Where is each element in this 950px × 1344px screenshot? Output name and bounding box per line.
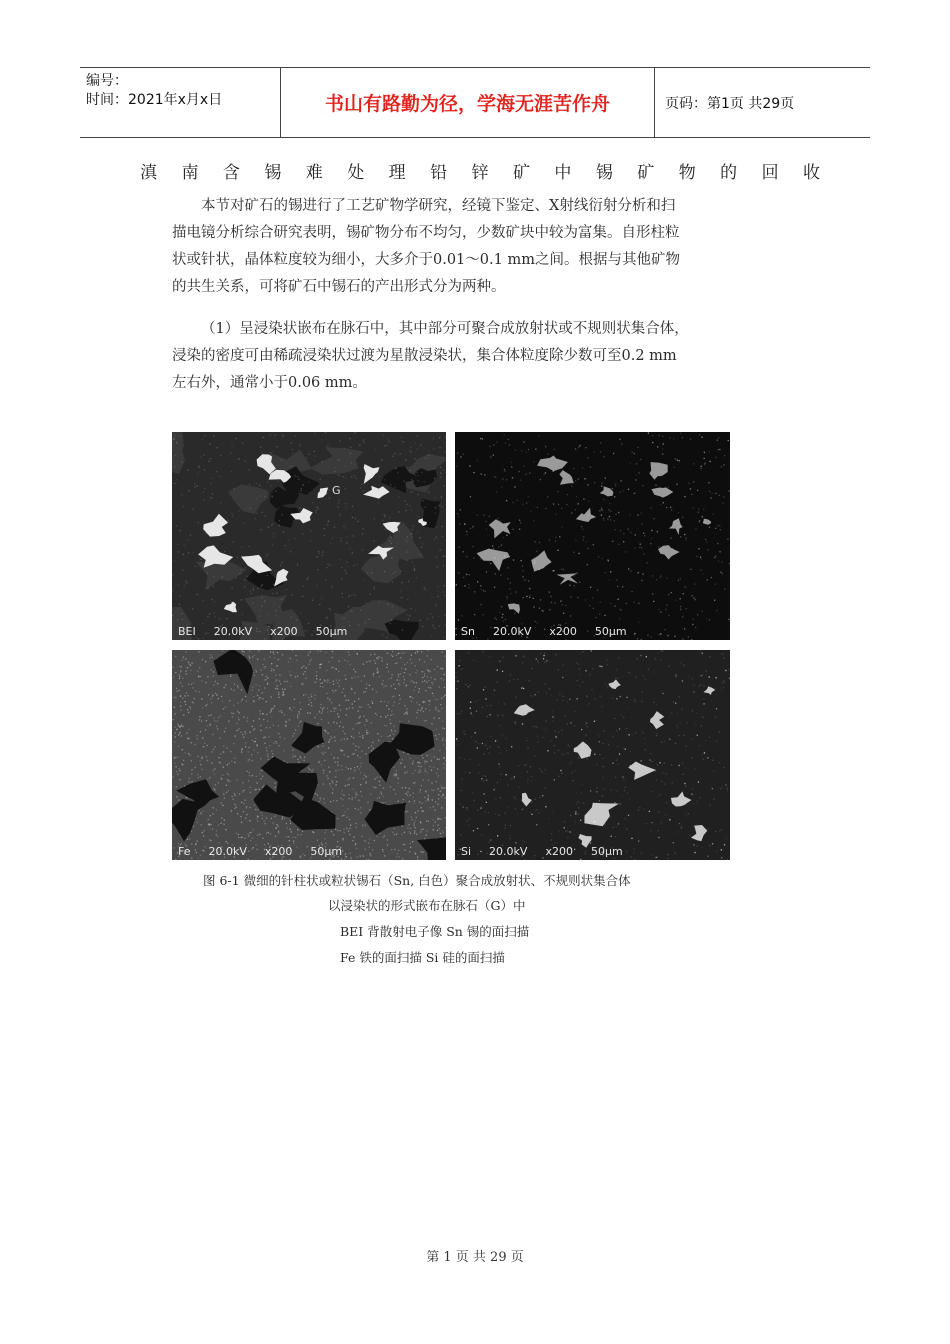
sem-panel-bei bbox=[172, 432, 446, 640]
paragraph-line: 状或针状，晶体粒度较为细小，大多介于0.01～0.1 mm之间。根据与其他矿物 bbox=[172, 252, 680, 268]
title-char: 处 bbox=[347, 163, 365, 183]
page-footer: 第 1 页 共 29 页 bbox=[426, 1250, 524, 1265]
sem-texture bbox=[455, 650, 730, 860]
panel-label: Sn 20.0kV x200 50μm bbox=[461, 625, 627, 638]
sem-texture bbox=[172, 650, 446, 860]
page-label: 页码：第1页 共29页 bbox=[665, 95, 795, 112]
title-char: 的 bbox=[720, 163, 738, 183]
title-char: 锌 bbox=[471, 163, 489, 183]
paragraph-2 bbox=[172, 316, 732, 397]
document-title bbox=[140, 158, 820, 184]
title-char: 南 bbox=[181, 163, 199, 183]
title-char: 锡 bbox=[264, 163, 282, 183]
sem-texture bbox=[455, 432, 730, 640]
paragraph-line: 浸染的密度可由稀疏浸染状过渡为星散浸染状，集合体粒度除少数可至0.2 mm bbox=[172, 348, 677, 364]
paragraph-line: 左右外，通常小于0.06 mm。 bbox=[172, 375, 367, 391]
sem-panel-si bbox=[455, 650, 730, 860]
sem-panel-sn bbox=[455, 432, 730, 640]
number-label: 编号： bbox=[86, 73, 128, 89]
figure-caption-4: Fe 铁的面扫描 Si 硅的面扫描 bbox=[340, 950, 505, 965]
title-char: 理 bbox=[388, 163, 406, 183]
sem-texture bbox=[172, 432, 446, 640]
title-char: 滇 bbox=[140, 163, 157, 183]
title-char: 铅 bbox=[430, 163, 448, 183]
figure-caption-1: 图 6-1 微细的针柱状或粒状锡石（Sn, 白色）聚合成放射状、不规则状集合体 bbox=[203, 873, 631, 888]
header-motto: 书山有路勤为径，学海无涯苦作舟 bbox=[281, 68, 655, 137]
title-char: 收 bbox=[803, 163, 820, 183]
paragraph-line: 的共生关系，可将矿石中锡石的产出形式分为两种。 bbox=[172, 279, 506, 295]
title-char: 回 bbox=[761, 163, 779, 183]
grain-label: G bbox=[332, 484, 341, 497]
title-char: 中 bbox=[554, 163, 572, 183]
title-char: 含 bbox=[222, 163, 240, 183]
sem-figure bbox=[172, 432, 730, 860]
panel-label: BEI 20.0kV x200 50μm bbox=[178, 625, 348, 638]
title-char: 锡 bbox=[595, 163, 613, 183]
title-char: 物 bbox=[678, 163, 696, 183]
figure-caption-2: 以浸染状的形式嵌布在脉石（G）中 bbox=[328, 898, 526, 913]
panel-label: Si 20.0kV x200 50μm bbox=[461, 845, 623, 858]
header-meta bbox=[80, 68, 281, 137]
paragraph-line: （1）呈浸染状嵌布在脉石中，其中部分可聚合成放射状或不规则状集合体， bbox=[201, 321, 689, 337]
title-char: 难 bbox=[305, 163, 323, 183]
title-char: 矿 bbox=[637, 163, 655, 183]
figure-caption-3: BEI 背散射电子像 Sn 锡的面扫描 bbox=[340, 924, 530, 939]
document-header bbox=[80, 67, 870, 138]
paragraph-1 bbox=[172, 193, 732, 301]
time-label: 时间：2021年x月x日 bbox=[86, 92, 223, 108]
title-char: 矿 bbox=[512, 163, 530, 183]
sem-panel-fe bbox=[172, 650, 446, 860]
paragraph-line: 描电镜分析综合研究表明，锡矿物分布不均匀，少数矿块中较为富集。自形柱粒 bbox=[172, 225, 680, 241]
paragraph-line: 本节对矿石的锡进行了工艺矿物学研究，经镜下鉴定、X射线衍射分析和扫 bbox=[201, 198, 676, 214]
panel-label: Fe 20.0kV x200 50μm bbox=[178, 845, 343, 858]
